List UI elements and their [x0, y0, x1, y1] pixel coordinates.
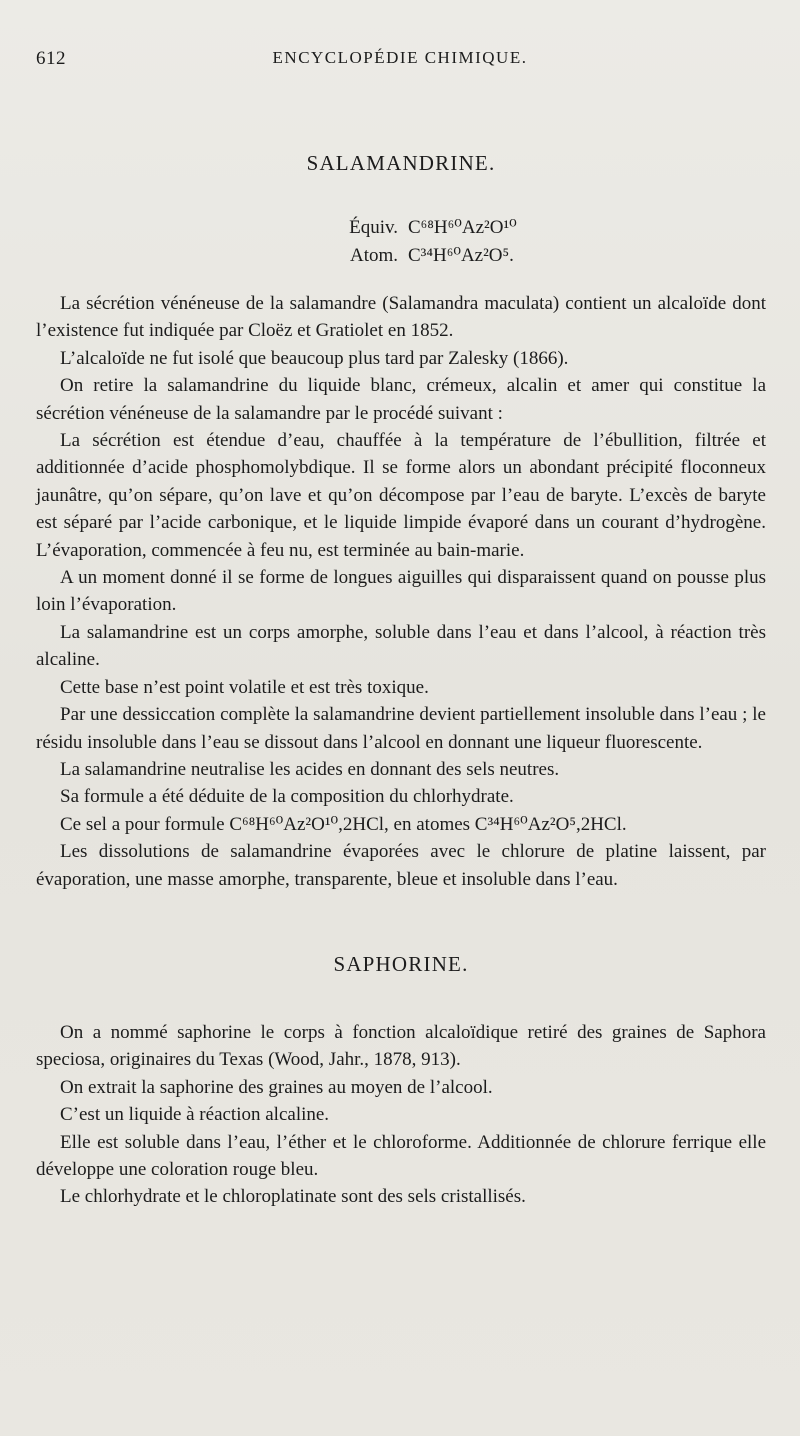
paragraph: La sécrétion est étendue d’eau, chauffée à la température de l’ébullition, filtrée et additionnée d’acide phosphomolybdique. Il se forme alors un abondant précipité floconneux jaunâtre, qu’on sépare, qu’on lave et qu’on décompose par l’eau de baryte. L’excès de baryte est séparé par l’acide carbonique, et le liquide limpide évaporé dans un courant d’hydrogène. L’évaporation, commencée à feu nu, est terminée au bain-marie.	[36, 430, 766, 561]
paragraph: On a nommé saphorine le corps à fonction alcaloïdique retiré des graines de Saphora speciosa, originaires du Texas (Wood, Jahr., 1878, 913).	[36, 1021, 766, 1071]
paragraph: Ce sel a pour formule C⁶⁸H⁶⁰Az²O¹⁰,2HCl, en atomes C³⁴H⁶⁰Az²O⁵,2HCl.	[60, 813, 627, 835]
paragraph: Sa formule a été déduite de la composition du chlorhydrate.	[60, 786, 514, 808]
paragraph: Les dissolutions de salamandrine évaporées avec le chlorure de platine laissent, par évaporation, une masse amorphe, transparente, bleue et insoluble dans l’eau.	[36, 841, 766, 890]
paragraph: On extrait la saphorine des graines au moyen de l’alcool.	[60, 1076, 493, 1098]
formula-equivalent	[324, 214, 766, 242]
page-number: 612	[36, 48, 66, 69]
paragraph: La salamandrine neutralise les acides en donnant des sels neutres.	[60, 758, 560, 780]
formula-equiv-label: Équiv.	[349, 217, 398, 238]
paragraph: Le chlorhydrate et le chloroplatinate sont des sels cristallisés.	[60, 1186, 526, 1208]
formula-equiv-value: C⁶⁸H⁶⁰Az²O¹⁰	[408, 217, 517, 238]
paragraph: Elle est soluble dans l’eau, l’éther et le chloroforme. Additionnée de chlorure ferrique elle développe une coloration rouge bleu.	[36, 1131, 766, 1180]
paragraph: On retire la salamandrine du liquide blanc, crémeux, alcalin et amer qui constitue la sécrétion vénéneuse de la salamandre par le procédé suivant :	[36, 375, 766, 424]
paragraph: Par une dessiccation complète la salamandrine devient partiellement insoluble dans l’eau ; le résidu insoluble dans l’eau se dissout dans l’alcool en donnant une liqueur fluorescente.	[36, 704, 766, 753]
running-title: ENCYCLOPÉDIE CHIMIQUE.	[272, 48, 528, 67]
page-body	[36, 150, 766, 1211]
section-title-salamandrine: SALAMANDRINE.	[306, 151, 496, 175]
formula-block	[36, 214, 766, 270]
paragraph: La sécrétion vénéneuse de la salamandre (Salamandra maculata) contient un alcaloïde dont l’existence fut indiquée par Cloëz et Gratiolet en 1852.	[36, 293, 766, 342]
formula-atom-value: C³⁴H⁶⁰Az²O⁵.	[408, 245, 514, 266]
paragraph: La salamandrine est un corps amorphe, soluble dans l’eau et dans l’alcool, à réaction très alcaline.	[36, 621, 766, 671]
paragraph: L’alcaloïde ne fut isolé que beaucoup plus tard par Zalesky (1866).	[60, 347, 569, 369]
formula-atom-label: Atom.	[349, 245, 398, 266]
paragraph: C’est un liquide à réaction alcaline.	[60, 1104, 330, 1126]
formula-atomic	[324, 242, 766, 270]
paragraph: A un moment donné il se forme de longues aiguilles qui disparaissent quand on pousse plus loin l’évaporation.	[36, 567, 766, 616]
page-header	[36, 48, 764, 72]
paragraph: Cette base n’est point volatile et est très toxique.	[60, 676, 429, 698]
section-title-saphorine: SAPHORINE.	[333, 951, 469, 976]
